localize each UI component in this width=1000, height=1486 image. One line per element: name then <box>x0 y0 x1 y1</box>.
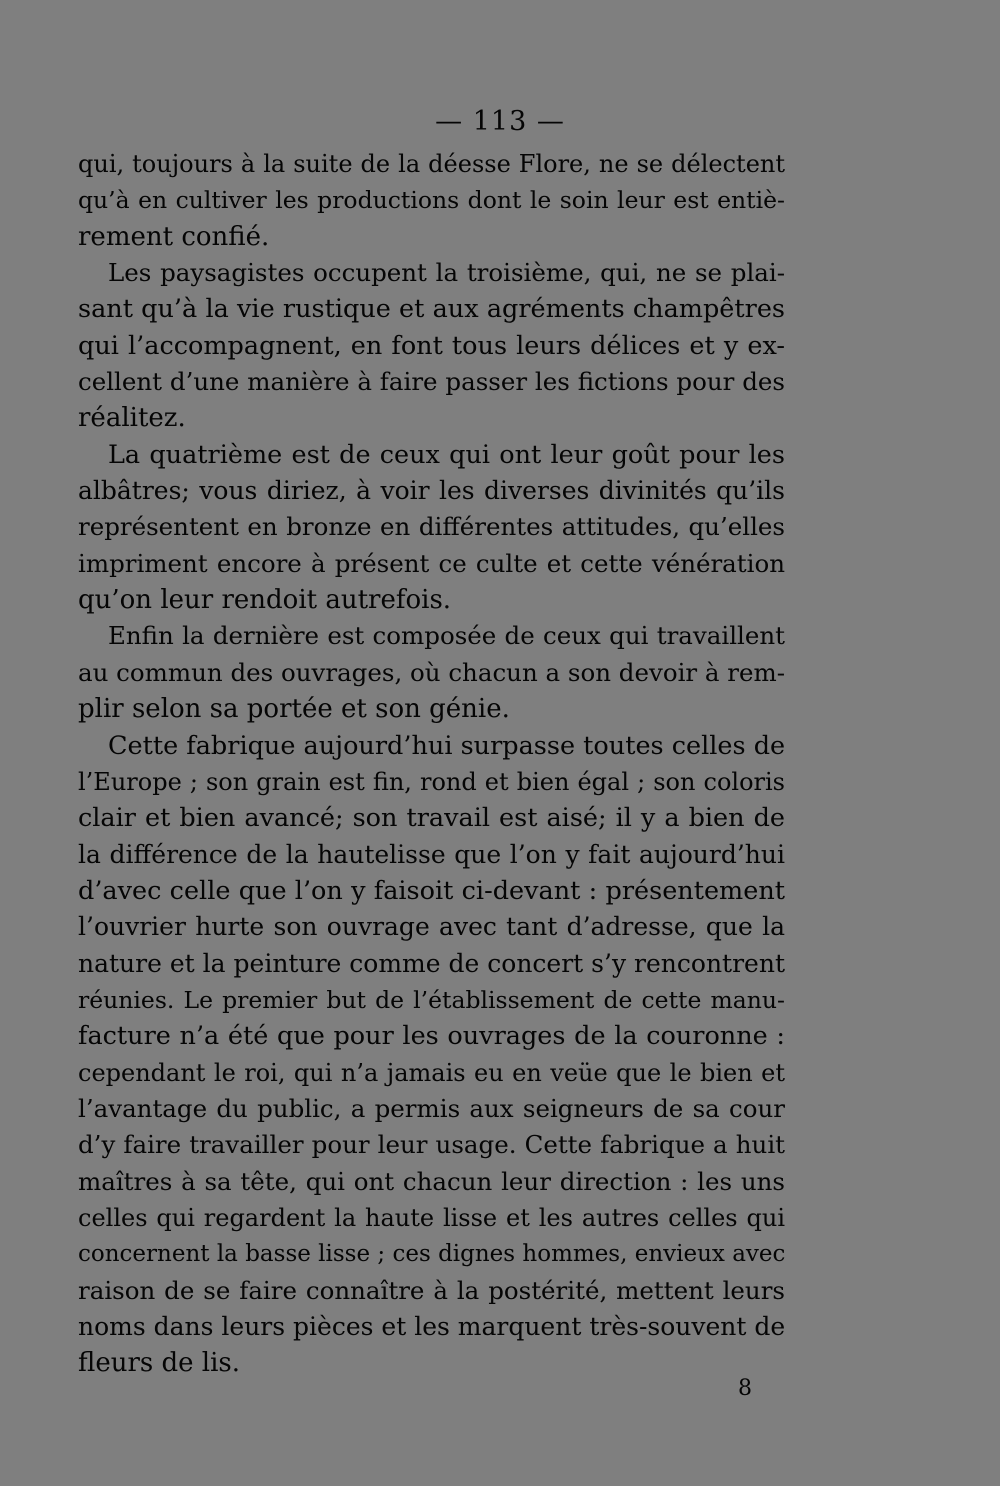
text-line: sant qu’à la vie rustique et aux agréments champêtres <box>78 294 785 325</box>
text-line: Cette fabrique aujourd’hui surpasse toutes celles de <box>108 730 786 761</box>
text-line: plir selon sa portée et son génie. <box>78 694 510 725</box>
text-line: qu’à en cultiver les productions dont le soin leur est entiè- <box>78 186 785 215</box>
text-line: rement confié. <box>78 221 270 252</box>
text-line: réalitez. <box>78 403 186 434</box>
text-line: maîtres à sa tête, qui ont chacun leur direction : les uns <box>78 1166 785 1196</box>
text-line: impriment encore à présent ce culte et cette vénération <box>78 548 785 578</box>
text-line: celles qui regardent la haute lisse et les autres celles qui <box>78 1203 785 1232</box>
body-text <box>78 146 785 1382</box>
text-line: concernent la basse lisse ; ces dignes hommes, envieux avec <box>78 1241 786 1268</box>
text-line: l’Europe ; son grain est fin, rond et bien égal ; son coloris <box>78 767 785 796</box>
text-line: qui l’accompagnent, en font tous leurs délices et y ex- <box>78 330 785 361</box>
text-line: albâtres; vous diriez, à voir les diverses divinités qu’ils <box>78 476 785 506</box>
text-line: qu’on leur rendoit autrefois. <box>78 585 452 616</box>
text-line: au commun des ouvrages, où chacun a son devoir à rem- <box>78 657 786 687</box>
text-line: nature et la peinture comme de concert s’y rencontrent <box>78 948 785 978</box>
text-line: Les paysagistes occupent la troisième, qui, ne se plai- <box>108 258 785 288</box>
text-line: fleurs de lis. <box>78 1348 241 1379</box>
text-line: la différence de la hautelisse que l’on y fait aujourd’hui <box>78 839 785 869</box>
text-line: facture n’a été que pour les ouvrages de la couronne : <box>78 1021 785 1052</box>
text-line: La quatrième est de ceux qui ont leur goût pour les <box>108 439 785 470</box>
text-line: noms dans leurs pièces et les marquent très-souvent de <box>78 1312 786 1341</box>
page-number: — 113 — <box>435 106 565 137</box>
text-line: l’avantage du public, a permis aux seigneurs de sa cour <box>78 1093 785 1123</box>
text-line: cependant le roi, qui n’a jamais eu en veüe que le bien et <box>78 1058 785 1087</box>
text-line: qui, toujours à la suite de la déesse Flore, ne se délectent <box>78 150 785 178</box>
text-line: Enfin la dernière est composée de ceux qui travaillent <box>108 621 785 651</box>
text-line: d’y faire travailler pour leur usage. Cette fabrique a huit <box>78 1130 785 1160</box>
signature-mark: 8 <box>738 1376 752 1401</box>
text-line: représentent en bronze en différentes attitudes, qu’elles <box>78 512 785 542</box>
text-line: clair et bien avancé; son travail est aisé; il y a bien de <box>78 803 785 834</box>
text-line: cellent d’une manière à faire passer les fictions pour des <box>78 367 785 397</box>
text-line: réunies. Le premier but de l’établissement de cette manu- <box>78 985 785 1014</box>
text-line: d’avec celle que l’on y faisoit ci-devant : présentement <box>78 875 785 906</box>
text-line: raison de se faire connaître à la postérité, mettent leurs <box>78 1275 785 1305</box>
text-line: l’ouvrier hurte son ouvrage avec tant d’adresse, que la <box>78 912 785 942</box>
